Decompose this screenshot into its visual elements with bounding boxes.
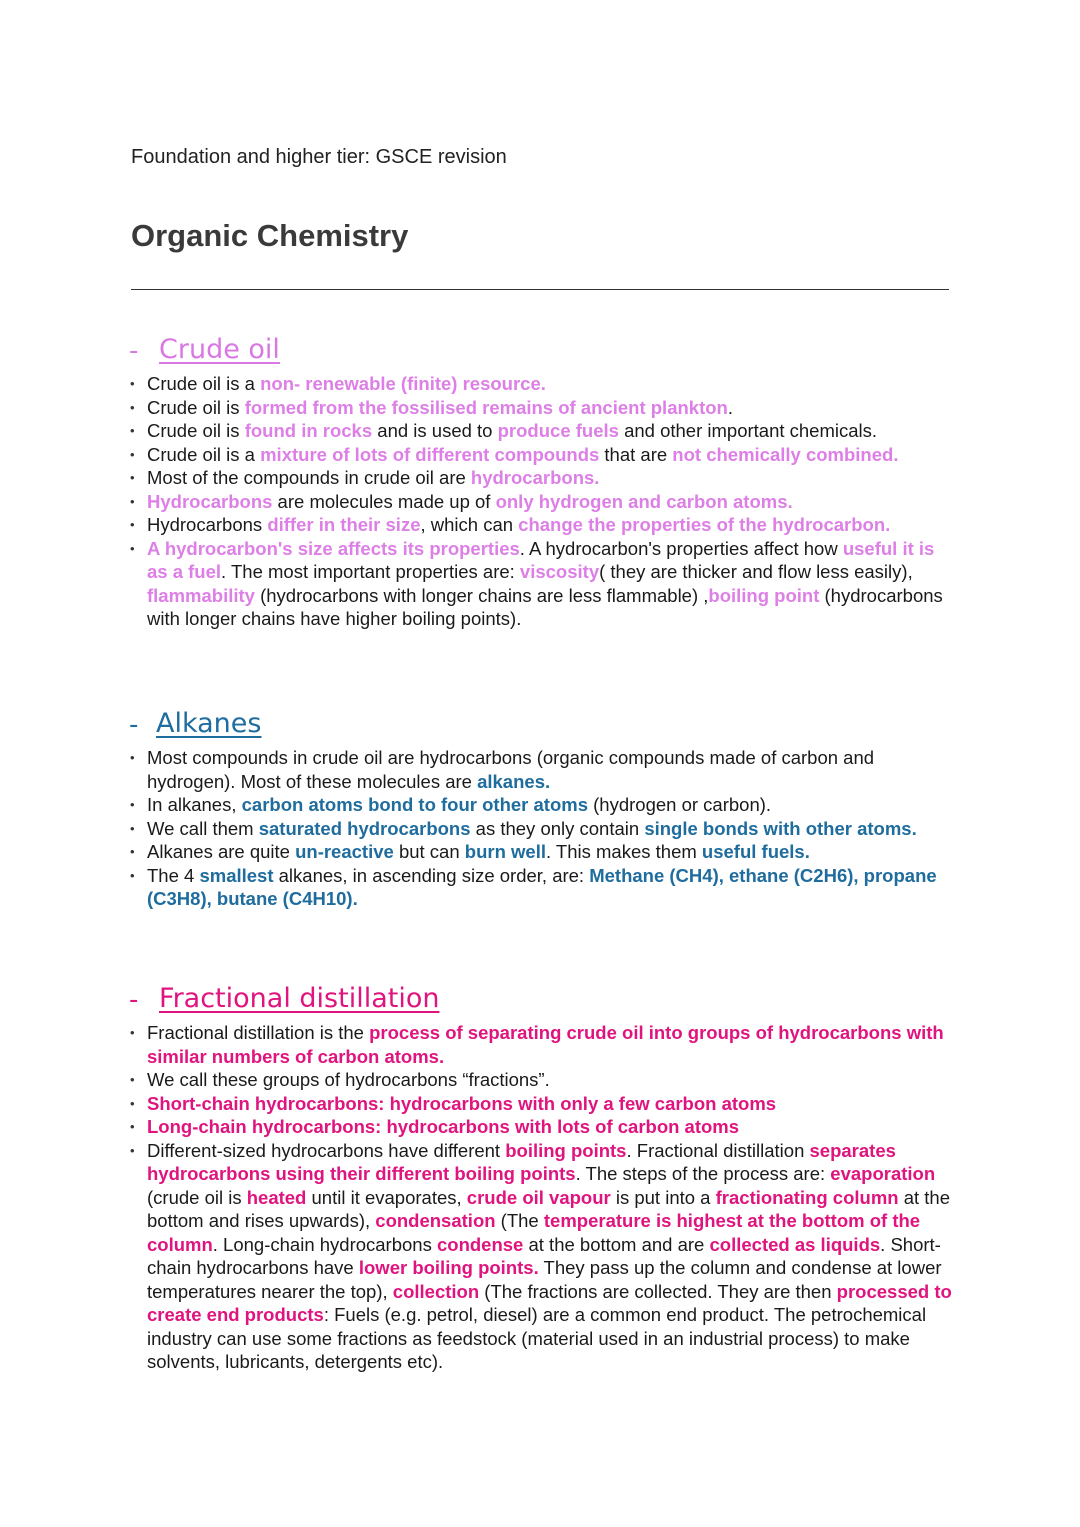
- body-text: . This makes them: [545, 841, 702, 862]
- body-text: alkanes, in ascending size order, are:: [273, 864, 590, 886]
- body-text: and is used to: [372, 420, 498, 441]
- highlighted-text: single bonds with other atoms.: [644, 817, 917, 839]
- body-text: as they only contain: [470, 817, 645, 839]
- section-header: [0, 983, 1080, 1021]
- highlighted-text: A hydrocarbon's size affects its properties: [147, 537, 520, 559]
- highlighted-text: condense: [436, 1233, 524, 1255]
- body-text: . The steps of the process are:: [575, 1163, 831, 1184]
- highlighted-text: smallest: [199, 864, 274, 886]
- body-text: . A hydrocarbon's properties affect how: [519, 537, 843, 559]
- highlighted-text: change the properties of the hydrocarbon.: [518, 514, 891, 535]
- body-text: until it evaporates,: [306, 1186, 467, 1208]
- body-text: at the bottom and are: [523, 1233, 710, 1255]
- body-text: Crude oil is: [147, 420, 245, 441]
- highlighted-text: Short-chain hydrocarbons: hydrocarbons with only a few carbon atoms: [147, 1092, 777, 1114]
- section-alkanes: [0, 708, 1080, 911]
- highlighted-text: mixture of lots of different compounds: [260, 443, 600, 465]
- body-text: and other important chemicals.: [618, 420, 878, 441]
- highlighted-text: separates hydrocarbons using their different boiling points: [147, 1139, 896, 1184]
- bullet-item: [0, 1068, 1080, 1092]
- section-header: [0, 334, 1080, 372]
- body-text: Crude oil is a: [147, 373, 261, 394]
- highlighted-text: Hydrocarbons: [147, 490, 273, 512]
- bullet-item: [0, 1139, 1080, 1374]
- section-header: [0, 708, 1080, 746]
- body-text: ( they are thicker and flow less easily),: [599, 561, 913, 582]
- body-text: . Long-chain hydrocarbons: [212, 1233, 437, 1255]
- body-text: Alkanes are quite: [147, 841, 296, 862]
- body-text: They pass up the column and condense at lower temperatures nearer the top),: [147, 1257, 942, 1302]
- body-text: Fractional distillation is the: [147, 1022, 370, 1043]
- highlighted-text: collected as liquids: [709, 1233, 881, 1255]
- page-title: Organic Chemistry: [131, 218, 409, 253]
- highlighted-text: evaporation: [830, 1163, 936, 1184]
- bullet-item: [0, 372, 1080, 396]
- highlighted-text: carbon atoms bond to four other atoms: [241, 794, 588, 815]
- highlighted-text: useful it is as a fuel: [147, 537, 935, 582]
- section-dash: -: [129, 710, 139, 740]
- highlighted-text: burn well: [464, 841, 546, 862]
- section-fractional-distillation: [0, 983, 1080, 1374]
- body-text: . Short-chain hydrocarbons have: [147, 1233, 941, 1278]
- bullet-item: [0, 1092, 1080, 1116]
- body-text: that are: [599, 443, 673, 465]
- bullet-item: [0, 817, 1080, 841]
- bullet-item: [0, 1021, 1080, 1068]
- highlighted-text: collection: [392, 1280, 480, 1302]
- highlighted-text: only hydrogen and carbon atoms.: [495, 490, 793, 512]
- highlighted-text: produce fuels: [497, 420, 619, 441]
- title-divider: [131, 289, 949, 290]
- body-text: Hydrocarbons: [147, 514, 268, 535]
- bullet-item: [0, 746, 1080, 793]
- highlighted-text: alkanes.: [477, 770, 551, 792]
- bullet-item: [0, 537, 1080, 631]
- bullet-item: [0, 490, 1080, 514]
- bullet-item: [0, 419, 1080, 443]
- body-text: Most of the compounds in crude oil are: [147, 467, 471, 488]
- highlighted-text: useful fuels.: [701, 841, 810, 862]
- bullet-item: [0, 793, 1080, 817]
- body-text: We call them: [147, 817, 259, 839]
- highlighted-text: processed to create end products: [147, 1280, 952, 1325]
- highlighted-text: non- renewable (finite) resource.: [260, 373, 546, 394]
- body-text: (hydrogen or carbon).: [588, 794, 772, 815]
- body-text: Crude oil is a: [147, 443, 261, 465]
- body-text: . Fractional distillation: [626, 1139, 810, 1161]
- body-text: The 4: [147, 864, 200, 886]
- highlighted-text: found in rocks: [244, 420, 373, 441]
- highlighted-text: Long-chain hydrocarbons: hydrocarbons with lots of carbon atoms: [147, 1116, 740, 1137]
- page-subtitle: Foundation and higher tier: GSCE revision: [131, 146, 507, 168]
- highlighted-text: heated: [246, 1186, 307, 1208]
- body-text: We call these groups of hydrocarbons “fractions”.: [147, 1069, 550, 1090]
- body-text: is put into a: [610, 1186, 716, 1208]
- highlighted-text: not chemically combined.: [672, 443, 899, 465]
- body-text: (The: [495, 1210, 544, 1231]
- body-text: In alkanes,: [147, 794, 242, 815]
- highlighted-text: hydrocarbons.: [470, 467, 600, 488]
- bullet-item: [0, 396, 1080, 420]
- bullet-item: [0, 864, 1080, 911]
- body-text: , which can: [420, 514, 519, 535]
- bullet-item: [0, 1115, 1080, 1139]
- bullet-item: [0, 840, 1080, 864]
- highlighted-text: flammability: [147, 584, 255, 606]
- highlighted-text: boiling points: [505, 1139, 627, 1161]
- highlighted-text: Methane (CH4), ethane (C2H6), propane (C3H8), butane (C4H10).: [147, 864, 937, 909]
- body-text: . The most important properties are:: [221, 561, 520, 582]
- body-text: (crude oil is: [147, 1186, 247, 1208]
- highlighted-text: boiling point: [708, 584, 820, 606]
- highlighted-text: temperature is highest at the bottom of the column: [147, 1210, 921, 1255]
- section-dash: -: [129, 336, 139, 366]
- section-heading-alkanes: Alkanes: [156, 708, 262, 739]
- highlighted-text: crude oil vapour: [466, 1186, 611, 1208]
- bullet-list: [0, 372, 1080, 631]
- body-text: Crude oil is: [147, 396, 245, 418]
- bullet-item: [0, 513, 1080, 537]
- body-text: but can: [393, 841, 465, 862]
- highlighted-text: un-reactive: [295, 841, 394, 862]
- bullet-item: [0, 466, 1080, 490]
- body-text: Different-sized hydrocarbons have different: [147, 1139, 506, 1161]
- highlighted-text: condensation: [375, 1210, 496, 1231]
- section-heading-fractional-distillation: Fractional distillation: [159, 983, 440, 1014]
- bullet-item: [0, 443, 1080, 467]
- highlighted-text: saturated hydrocarbons: [258, 817, 471, 839]
- bullet-list: [0, 1021, 1080, 1374]
- highlighted-text: viscosity: [519, 561, 600, 582]
- highlighted-text: formed from the fossilised remains of ancient plankton: [244, 396, 728, 418]
- highlighted-text: lower boiling points.: [358, 1257, 539, 1278]
- body-text: at the bottom and rises upwards),: [147, 1186, 951, 1231]
- highlighted-text: fractionating column: [715, 1186, 899, 1208]
- body-text: (hydrocarbons with longer chains are less flammable) ,: [254, 584, 709, 606]
- highlighted-text: differ in their size: [267, 514, 421, 535]
- body-text: (hydrocarbons with longer chains have higher boiling points).: [147, 584, 943, 629]
- section-heading-crude-oil: Crude oil: [159, 334, 280, 365]
- body-text: (The fractions are collected. They are then: [479, 1280, 837, 1302]
- body-text: : Fuels (e.g. petrol, diesel) are a common end product. The petrochemical industry can use some fractions as feedstock (material used in an industrial process) to make solvents, lubricants, detergents etc).: [147, 1304, 927, 1372]
- body-text: .: [727, 396, 733, 418]
- section-crude-oil: [0, 334, 1080, 631]
- body-text: are molecules made up of: [272, 490, 496, 512]
- highlighted-text: process of separating crude oil into groups of hydrocarbons with similar numbers of carbon atoms.: [147, 1022, 944, 1067]
- bullet-list: [0, 746, 1080, 911]
- body-text: Most compounds in crude oil are hydrocarbons (organic compounds made of carbon and hydrogen). Most of these molecules are: [147, 747, 875, 792]
- section-dash: -: [129, 985, 139, 1015]
